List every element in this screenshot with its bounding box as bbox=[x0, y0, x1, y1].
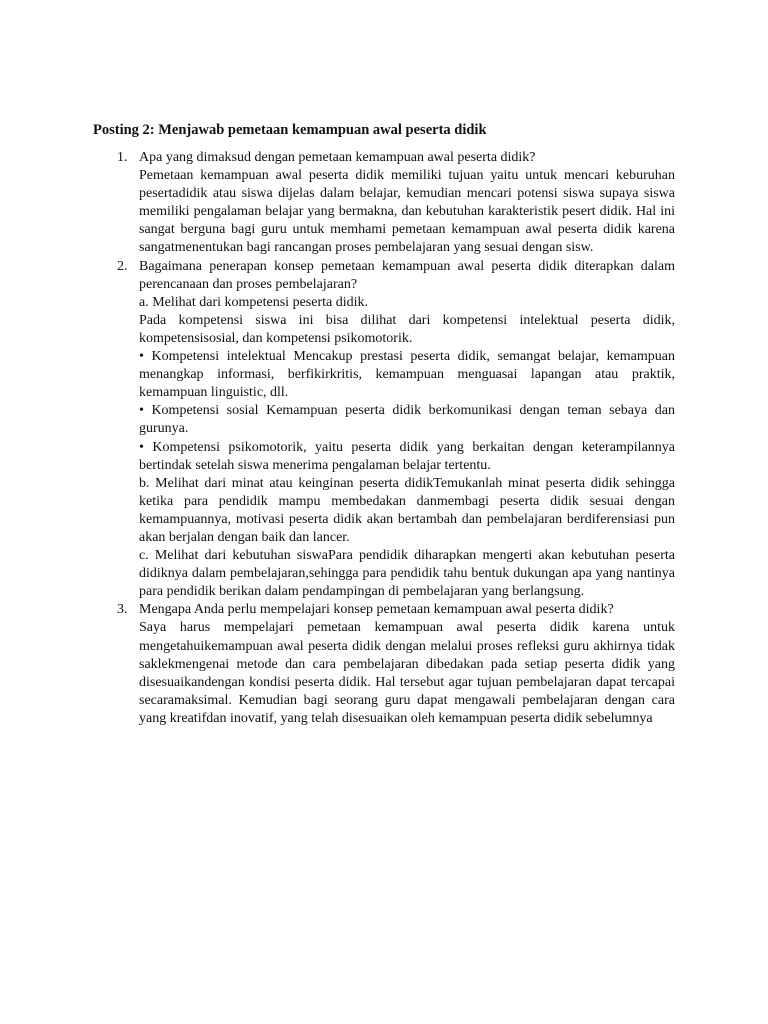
item-number: 2. bbox=[117, 258, 128, 274]
answer-paragraph: b. Melihat dari minat atau keinginan peserta didikTemukanlah minat peserta didik sehingga ketika para pendidik mampu membedakan danmembagi peserta didik sesuai dengan kemampuannya, motivasi peserta didik akan bertambah dan pembelajaran berdiferensiasi pun akan berjalan dengan baik dan lancer. bbox=[139, 475, 675, 545]
item-body bbox=[139, 258, 675, 602]
item-number: 3. bbox=[117, 602, 128, 618]
answer-paragraph: a. Melihat dari kompetensi peserta didik. bbox=[139, 294, 368, 310]
answer-paragraph: Pada kompetensi siswa ini bisa dilihat dari kompetensi intelektual peserta didik, kompetensisosial, dan kompetensi psikomotorik. bbox=[139, 312, 675, 346]
item-body bbox=[139, 601, 675, 728]
answer-paragraph: • Kompetensi intelektual Mencakup prestasi peserta didik, semangat belajar, kemampuan menangkap informasi, berfikirkritis, kemampuan menguasai lapangan atau praktik, kemampuan linguistic, dll. bbox=[139, 349, 675, 401]
item-body bbox=[139, 149, 675, 258]
document-title: Posting 2: Menjawab pemetaan kemampuan awal peserta didik bbox=[93, 122, 487, 138]
question-text: Mengapa Anda perlu mempelajari konsep pemetaan kemampuan awal peserta didik? bbox=[139, 602, 614, 618]
item-number: 1. bbox=[117, 150, 128, 165]
question-list bbox=[0, 149, 768, 728]
list-item bbox=[0, 258, 768, 602]
answer-paragraph: • Kompetensi sosial Kemampuan peserta didik berkomunikasi dengan teman sebaya dan gurunya. bbox=[139, 403, 675, 437]
answer-paragraph: Pemetaan kemampuan awal peserta didik memiliki tujuan yaitu untuk mencari keburuhan pesertadidik atau siswa dijelas dalam belajar, kemudian mencari potensi siswa supaya siswa memiliki pengalaman belajar yang bermakna, dan kebutuhan karakteristik pesert didik. Hal ini sangat berguna bagi guru untuk memhami pemetaan kemampuan awal peserta didik karena sangatmenentukan bagi rancangan proses pembelajaran yang sesuai dengan sisw. bbox=[139, 168, 675, 256]
list-item bbox=[0, 149, 768, 258]
question-text: Apa yang dimaksud dengan pemetaan kemampuan awal peserta didik? bbox=[139, 150, 536, 165]
question-text: Bagaimana penerapan konsep pemetaan kemampuan awal peserta didik diterapkan dalam perencanaan dan proses pembelajaran? bbox=[139, 258, 675, 292]
answer-paragraph: • Kompetensi psikomotorik, yaitu peserta didik yang berkaitan dengan keterampilannya bertindak setelah siswa menerima pengalaman belajar tertentu. bbox=[139, 439, 675, 473]
answer-paragraph: c. Melihat dari kebutuhan siswaPara pendidik diharapkan mengerti akan kebutuhan peserta didiknya dalam pembelajaran,sehingga para pendidik tahu bentuk dukungan apa yang nantinya para pendidik berikan dalam pendampingan di pembelajaran yang berlangsung. bbox=[139, 548, 675, 600]
answer-paragraph: Saya harus mempelajari pemetaan kemampuan awal peserta didik karena untuk mengetahuikemampuan awal peserta didik dengan melalui proses refleksi guru akhirnya tidak saklekmengenai metode dan cara pembelajaran dibedakan pada setiap peserta didik yang disesuaikandengan kondisi peserta didik. Hal tersebut agar tujuan pembelajaran dapat tercapai secaramaksimal. Kemudian bagi seorang guru dapat mengawali pembelajaran dengan cara yang kreatifdan inovatif, yang telah disesuaikan oleh kemampuan peserta didik sebelumnya bbox=[139, 620, 675, 726]
list-item bbox=[0, 601, 768, 728]
